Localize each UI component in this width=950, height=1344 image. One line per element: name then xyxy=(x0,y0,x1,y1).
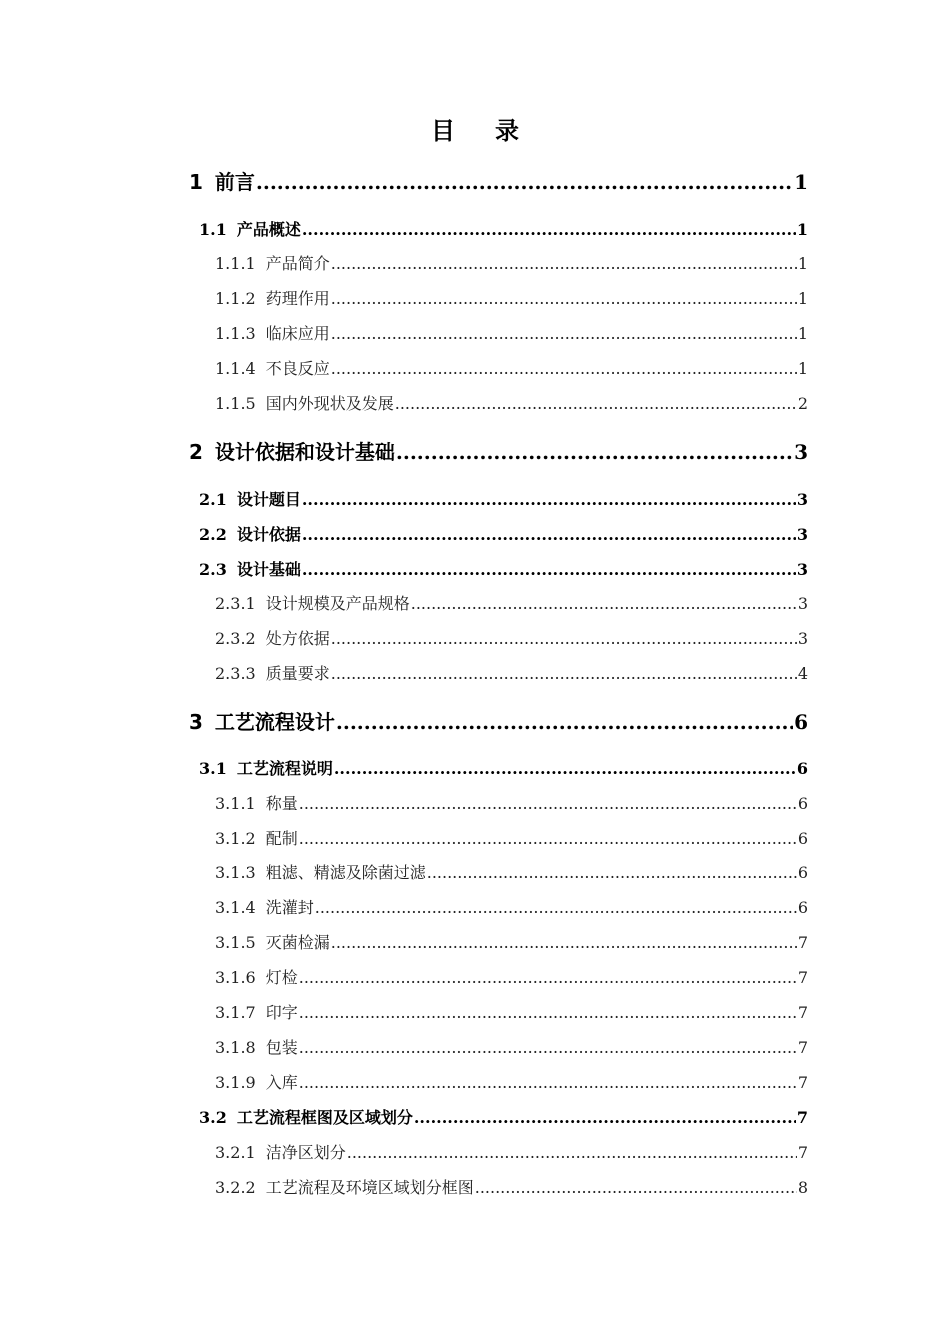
toc-entry-level3[interactable] xyxy=(215,966,808,990)
toc-entry-level3[interactable] xyxy=(215,1001,808,1025)
toc-entry-label: 设计依据和设计基础 xyxy=(214,440,395,464)
toc-page-number: 7 xyxy=(797,1073,808,1092)
toc-entry-level3[interactable] xyxy=(215,252,808,276)
toc-entry-label: 产品概述 xyxy=(236,220,301,239)
toc-entry-level3[interactable] xyxy=(215,627,808,651)
toc-page-number: 3 xyxy=(796,490,808,509)
toc-entry-label: 前言 xyxy=(214,170,255,194)
toc-dot-leader xyxy=(336,708,793,736)
toc-page-number: 1 xyxy=(797,359,808,378)
toc-entry-level3[interactable] xyxy=(215,861,808,885)
toc-entry-level3[interactable] xyxy=(215,1071,808,1095)
toc-entry-level2[interactable] xyxy=(199,558,808,582)
toc-entry-number: 3.1.5 xyxy=(215,933,256,952)
toc-entry-label: 设计基础 xyxy=(236,560,301,579)
toc-entry-label: 工艺流程设计 xyxy=(214,710,335,734)
toc-dot-leader xyxy=(475,1176,797,1200)
toc-dot-leader xyxy=(331,662,797,686)
toc-page-number: 6 xyxy=(796,759,808,778)
toc-entry-level3[interactable] xyxy=(215,287,808,311)
toc-entry-label: 产品简介 xyxy=(265,254,330,273)
toc-dot-leader xyxy=(299,1071,797,1095)
toc-entry-label: 处方依据 xyxy=(265,629,330,648)
toc-entry-label: 工艺流程框图及区域划分 xyxy=(236,1108,413,1127)
toc-entry-label: 设计规模及产品规格 xyxy=(265,594,410,613)
toc-dot-leader xyxy=(302,558,796,582)
toc-entry-number: 2.3 xyxy=(199,560,227,579)
toc-page-number: 3 xyxy=(797,594,808,613)
toc-page-number: 1 xyxy=(796,220,808,239)
toc-page-number: 1 xyxy=(797,324,808,343)
toc-page-number: 7 xyxy=(797,933,808,952)
toc-page-number: 7 xyxy=(797,968,808,987)
toc-entry-label: 不良反应 xyxy=(265,359,330,378)
toc-entry-level3[interactable] xyxy=(215,827,808,851)
toc-entry-label: 灯检 xyxy=(265,968,298,987)
toc-entry-number: 3.1 xyxy=(199,759,227,778)
toc-dot-leader xyxy=(299,792,797,816)
toc-page-number: 3 xyxy=(796,560,808,579)
toc-entry-label: 洗灌封 xyxy=(265,898,314,917)
toc-entry-level1[interactable] xyxy=(189,708,808,736)
toc-entry-level2[interactable] xyxy=(199,218,808,242)
toc-entry-level3[interactable] xyxy=(215,1141,808,1165)
toc-page-number: 2 xyxy=(797,394,808,413)
toc-page-number: 7 xyxy=(797,1143,808,1162)
toc-dot-leader xyxy=(302,523,796,547)
toc-page-number: 3 xyxy=(796,525,808,544)
toc-entry-number: 3.1.3 xyxy=(215,863,256,882)
toc-page-number: 7 xyxy=(796,1108,808,1127)
toc-entry-label: 设计依据 xyxy=(236,525,301,544)
toc-dot-leader xyxy=(331,287,797,311)
toc-entry-level2[interactable] xyxy=(199,488,808,512)
toc-entry-number: 2.2 xyxy=(199,525,227,544)
toc-entry-number: 2.1 xyxy=(199,490,227,509)
toc-entry-label: 工艺流程说明 xyxy=(236,759,333,778)
toc-dot-leader xyxy=(331,357,797,381)
toc-entry-level2[interactable] xyxy=(199,523,808,547)
toc-entry-number: 3.1.2 xyxy=(215,829,256,848)
toc-entry-level3[interactable] xyxy=(215,357,808,381)
toc-entry-number: 3.2 xyxy=(199,1108,227,1127)
toc-dot-leader xyxy=(414,1106,796,1130)
toc-dot-leader xyxy=(315,896,797,920)
toc-entry-label: 质量要求 xyxy=(265,664,330,683)
toc-entry-number: 2.3.3 xyxy=(215,664,256,683)
toc-page-number: 7 xyxy=(797,1038,808,1057)
toc-dot-leader xyxy=(427,861,797,885)
toc-entry-label: 配制 xyxy=(265,829,298,848)
toc-entry-number: 1.1.1 xyxy=(215,254,256,273)
toc-entry-number: 2.3.2 xyxy=(215,629,256,648)
toc-entry-level3[interactable] xyxy=(215,322,808,346)
toc-entry-level3[interactable] xyxy=(215,662,808,686)
toc-entry-number: 1.1 xyxy=(199,220,227,239)
toc-dot-leader xyxy=(302,218,796,242)
toc-entry-label: 临床应用 xyxy=(265,324,330,343)
toc-entry-number: 1 xyxy=(189,170,203,194)
toc-entry-label: 洁净区划分 xyxy=(265,1143,346,1162)
toc-dot-leader xyxy=(331,252,797,276)
toc-entry-label: 国内外现状及发展 xyxy=(265,394,394,413)
toc-entry-number: 3.1.4 xyxy=(215,898,256,917)
toc-entry-label: 灭菌检漏 xyxy=(265,933,330,952)
toc-entry-level3[interactable] xyxy=(215,1036,808,1060)
toc-entry-number: 1.1.4 xyxy=(215,359,256,378)
toc-dot-leader xyxy=(331,322,797,346)
toc-page-number: 1 xyxy=(797,254,808,273)
toc-dot-leader xyxy=(256,168,793,196)
toc-entry-number: 2 xyxy=(189,440,203,464)
toc-page-number: 6 xyxy=(797,829,808,848)
toc-entry-level2[interactable] xyxy=(199,757,808,781)
toc-dot-leader xyxy=(299,966,797,990)
toc-page-number: 6 xyxy=(797,794,808,813)
toc-entry-level3[interactable] xyxy=(215,792,808,816)
toc-entry-level1[interactable] xyxy=(189,438,808,466)
toc-entry-number: 1.1.3 xyxy=(215,324,256,343)
toc-entry-number: 3.1.7 xyxy=(215,1003,256,1022)
toc-page-number: 1 xyxy=(794,170,808,194)
toc-dot-leader xyxy=(331,931,797,955)
toc-entry-number: 1.1.5 xyxy=(215,394,256,413)
toc-entry-label: 包装 xyxy=(265,1038,298,1057)
toc-entry-label: 设计题目 xyxy=(236,490,301,509)
toc-page-number: 6 xyxy=(794,710,808,734)
toc-dot-leader xyxy=(411,592,797,616)
toc-entry-level3[interactable] xyxy=(215,392,808,416)
toc-entry-level1[interactable] xyxy=(189,168,808,196)
toc-entry-number: 3.1.8 xyxy=(215,1038,256,1057)
toc-page-number: 3 xyxy=(797,629,808,648)
toc-dot-leader xyxy=(395,392,797,416)
toc-dot-leader xyxy=(299,1036,797,1060)
toc-entry-level3[interactable] xyxy=(215,592,808,616)
toc-dot-leader xyxy=(299,827,797,851)
toc-page-number: 7 xyxy=(797,1003,808,1022)
toc-dot-leader xyxy=(334,757,796,781)
toc-entry-number: 3.2.1 xyxy=(215,1143,256,1162)
toc-entry-level3[interactable] xyxy=(215,896,808,920)
toc-entry-label: 称量 xyxy=(265,794,298,813)
toc-entry-label: 印字 xyxy=(265,1003,298,1022)
toc-page-number: 6 xyxy=(797,898,808,917)
toc-entry-level3[interactable] xyxy=(215,931,808,955)
toc-dot-leader xyxy=(302,488,796,512)
toc-entry-number: 2.3.1 xyxy=(215,594,256,613)
toc-entry-number: 3.2.2 xyxy=(215,1178,256,1197)
toc-dot-leader xyxy=(347,1141,797,1165)
toc-entry-number: 3 xyxy=(189,710,203,734)
toc-page-number: 8 xyxy=(797,1178,808,1197)
toc-entry-number: 1.1.2 xyxy=(215,289,256,308)
toc-entry-label: 药理作用 xyxy=(265,289,330,308)
toc-page-number: 1 xyxy=(797,289,808,308)
toc-entry-level2[interactable] xyxy=(199,1106,808,1130)
toc-dot-leader xyxy=(299,1001,797,1025)
toc-entry-number: 3.1.1 xyxy=(215,794,256,813)
toc-page-number: 6 xyxy=(797,863,808,882)
toc-page-number: 3 xyxy=(794,440,808,464)
toc-entry-number: 3.1.9 xyxy=(215,1073,256,1092)
toc-entry-label: 粗滤、精滤及除菌过滤 xyxy=(265,863,426,882)
toc-title: 目录 xyxy=(431,117,559,145)
toc-entry-label: 入库 xyxy=(265,1073,298,1092)
toc-dot-leader xyxy=(396,438,793,466)
toc-entry-number: 3.1.6 xyxy=(215,968,256,987)
toc-dot-leader xyxy=(331,627,797,651)
toc-page-number: 4 xyxy=(797,664,808,683)
toc-entry-label: 工艺流程及环境区域划分框图 xyxy=(265,1178,474,1197)
toc-entry-level3[interactable] xyxy=(215,1176,808,1200)
